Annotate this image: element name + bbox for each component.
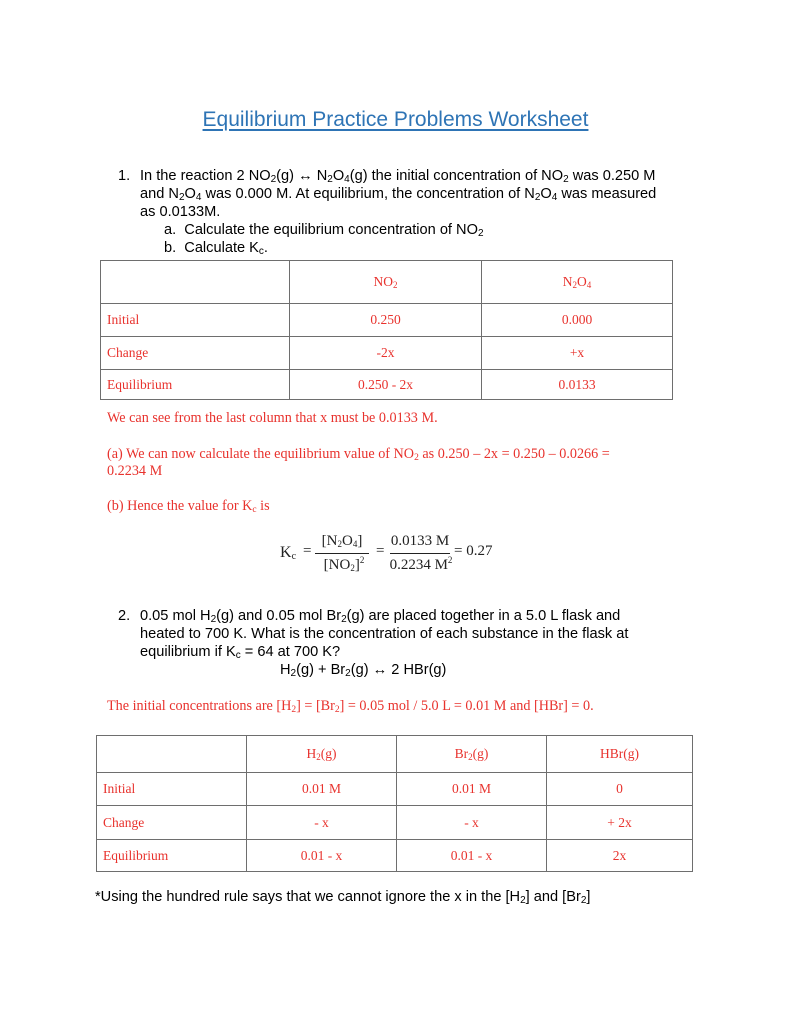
table-row bbox=[97, 773, 693, 806]
table-corner-cell bbox=[101, 261, 290, 304]
table-cell: -2x bbox=[290, 337, 482, 370]
table-cell: 0.250 bbox=[290, 304, 482, 337]
table-corner-cell bbox=[97, 736, 247, 773]
kc-formula bbox=[280, 533, 510, 577]
question-2-line-2: heated to 700 K. What is the concentration of each substance in the flask at bbox=[140, 626, 629, 642]
kc-result: = 0.27 bbox=[454, 543, 493, 559]
table-row bbox=[101, 304, 673, 337]
equals-sign: = bbox=[303, 543, 312, 559]
footnote: *Using the hundred rule says that we cannot ignore the x in the $[H_2]$ and $[Br_2]$ bbox=[95, 889, 591, 906]
table-header-cell: $H_2(g)$ bbox=[247, 736, 397, 773]
kc-symbol: $K_c$ bbox=[280, 544, 297, 562]
table-cell: 0.250 - 2x bbox=[290, 370, 482, 400]
fraction-symbolic-numerator: $[N_2O_4]$ bbox=[321, 533, 363, 549]
table-cell: 0 bbox=[547, 773, 693, 806]
table-cell: 2x bbox=[547, 840, 693, 872]
table-row bbox=[97, 840, 693, 872]
table-row-label: Initial bbox=[97, 773, 247, 806]
table-header-cell: HBr(g) bbox=[547, 736, 693, 773]
question-1-part-a: a. Calculate the equilibrium concentration of $NO_2$ bbox=[164, 222, 484, 239]
equals-sign: = bbox=[376, 543, 385, 559]
page-title: Equilibrium Practice Problems Worksheet bbox=[202, 108, 589, 131]
question-2-line-1: 0.05 mol $H_2(g)$ and 0.05 mol $Br_2(g)$ are placed together in a 5.0 L flask and bbox=[140, 608, 621, 625]
ice-table-1 bbox=[100, 260, 673, 400]
table-row bbox=[97, 736, 693, 773]
table-cell: +x bbox=[482, 337, 673, 370]
fraction-numeric-denominator: 0.2234 $M^2$ bbox=[389, 555, 453, 573]
table-header-cell: $NO_2$ bbox=[290, 261, 482, 304]
table-row-label: Equilibrium bbox=[101, 370, 290, 400]
table-cell: 0.01 M bbox=[397, 773, 547, 806]
table-cell: - x bbox=[247, 806, 397, 840]
answer-1-x-value: We can see from the last column that x must be 0.0133 M. bbox=[107, 410, 438, 426]
table-cell: 0.01 - x bbox=[247, 840, 397, 872]
table-row bbox=[101, 337, 673, 370]
question-1-number: 1. bbox=[118, 168, 131, 184]
table-row bbox=[101, 261, 673, 304]
table-row-label: Initial bbox=[101, 304, 290, 337]
table-cell: 0.0133 bbox=[482, 370, 673, 400]
table-cell: 0.01 - x bbox=[397, 840, 547, 872]
question-1-part-b: b. Calculate $K_c$. bbox=[164, 240, 268, 257]
ice-table-2 bbox=[96, 735, 693, 872]
answer-1-part-a-line-2: 0.2234 M bbox=[107, 463, 163, 479]
table-cell: 0.01 M bbox=[247, 773, 397, 806]
table-row bbox=[101, 370, 673, 400]
table-cell: - x bbox=[397, 806, 547, 840]
table-cell: 0.000 bbox=[482, 304, 673, 337]
question-2-number: 2. bbox=[118, 608, 131, 624]
table-header-cell: $N_2O_4$ bbox=[482, 261, 673, 304]
question-2-line-3: equilibrium if $K_c = 64$ at 700 K? bbox=[140, 644, 341, 661]
fraction-symbolic-denominator: $[NO_2]^2$ bbox=[323, 555, 365, 573]
question-1-line-2: and $N_2O_4$ was 0.000 M. At equilibrium, the concentration of $N_2O_4$ was measured bbox=[140, 186, 657, 203]
table-row-label: Equilibrium bbox=[97, 840, 247, 872]
answer-2-initial-concentrations: The initial concentrations are $[H_2] = [Br_2] = 0.05$ mol / 5.0 L = 0.01 M and [HBr] = 0. bbox=[107, 698, 594, 715]
fraction-numeric-numerator: 0.0133 M bbox=[390, 533, 450, 549]
table-row bbox=[97, 806, 693, 840]
fraction-bar bbox=[315, 553, 369, 554]
question-1-line-3: as 0.0133M. bbox=[140, 204, 221, 220]
question-2-reaction: $H_2(g) + Br_2(g)$ ↔ 2 HBr(g) bbox=[280, 662, 447, 679]
answer-1-part-b: (b) Hence the value for $K_c$ is bbox=[107, 498, 270, 515]
answer-1-part-a-line-1: (a) We can now calculate the equilibrium value of $NO_2$ as 0.250 – 2x = 0.250 – 0.0266 = bbox=[107, 446, 610, 463]
table-cell: + 2x bbox=[547, 806, 693, 840]
fraction-bar bbox=[390, 553, 450, 554]
table-row-label: Change bbox=[97, 806, 247, 840]
table-row-label: Change bbox=[101, 337, 290, 370]
table-header-cell: $Br_2(g)$ bbox=[397, 736, 547, 773]
question-1-line-1: In the reaction 2 $NO_2(g)$ ↔ $N_2O_4(g)$ the initial concentration of $NO_2$ was 0.250 M bbox=[140, 168, 656, 185]
